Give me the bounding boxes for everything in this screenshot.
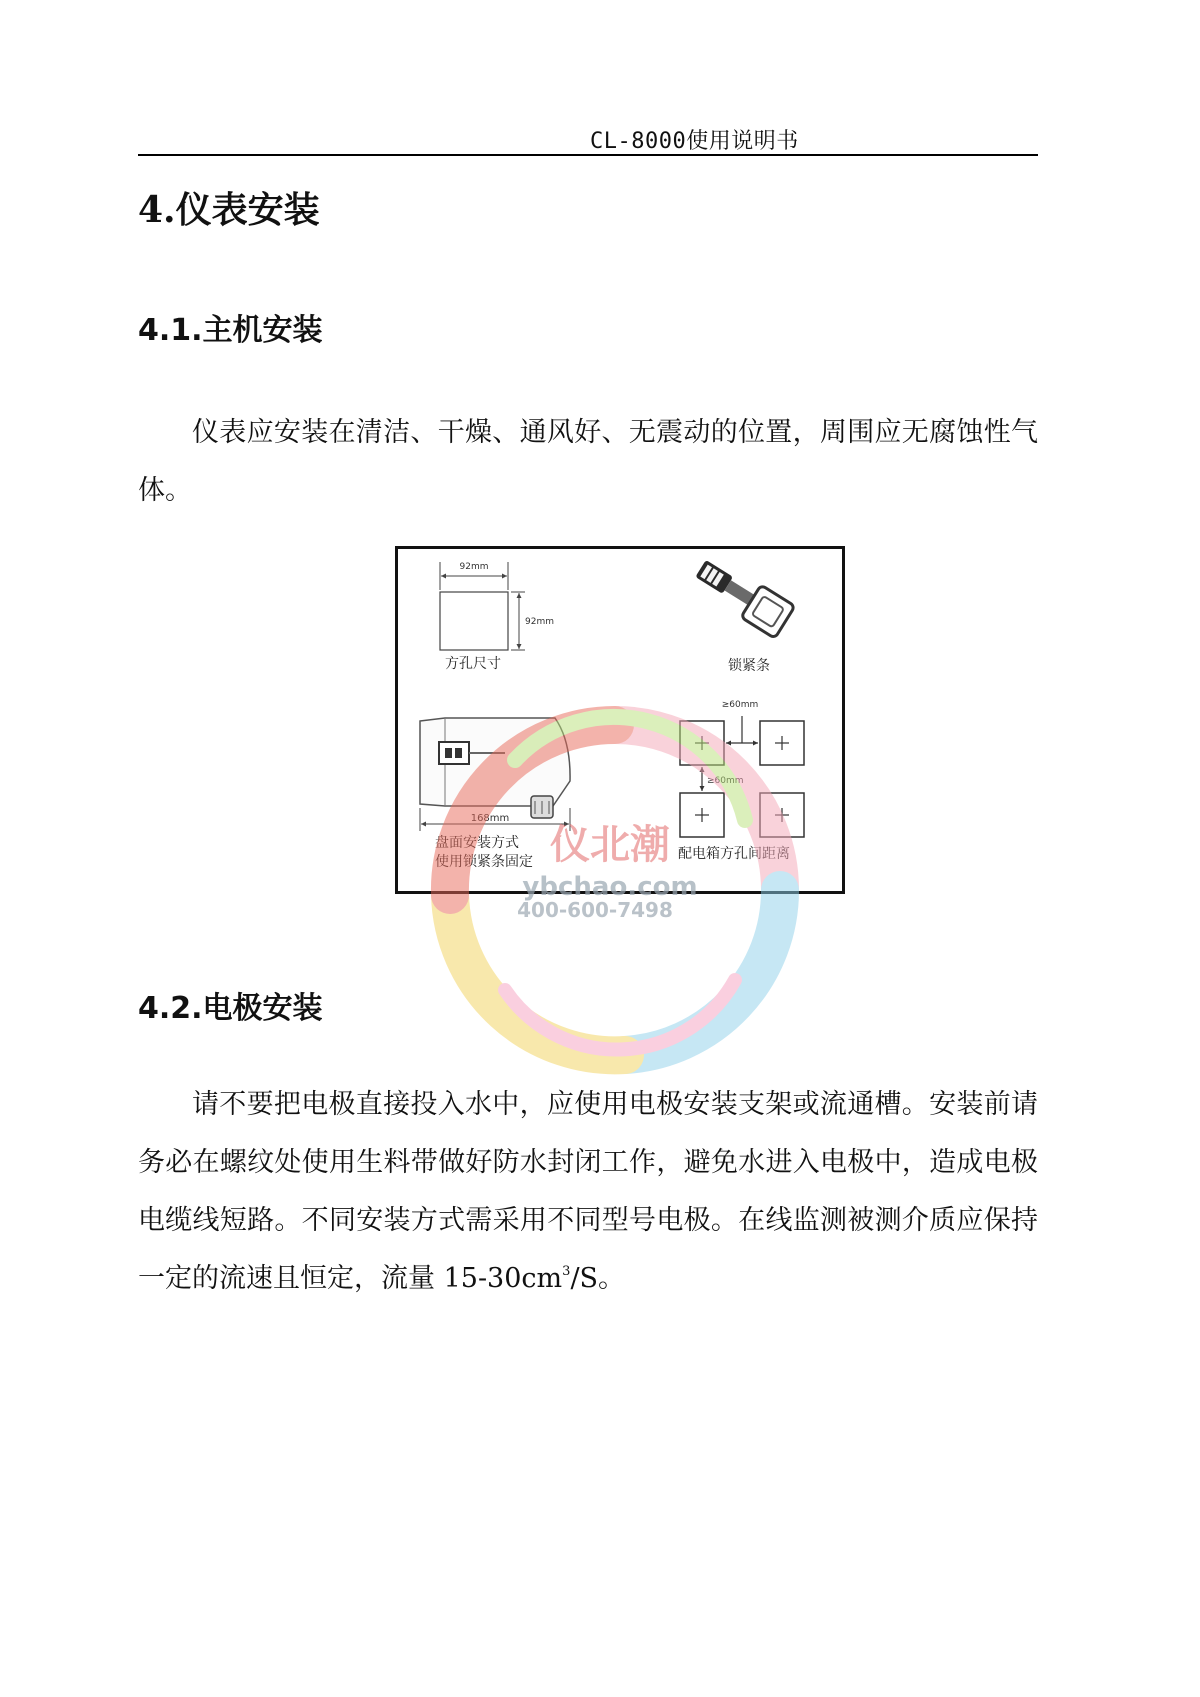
dim-height-label: 92mm bbox=[525, 617, 554, 627]
panel-mount-label-line2: 使用锁紧条固定 bbox=[435, 854, 533, 870]
paragraph-host-install: 仪表应安装在清洁、干燥、通风好、无震动的位置，周围应无腐蚀性气体。 bbox=[138, 417, 1038, 506]
panel-mount-label-line1: 盘面安装方式 bbox=[435, 835, 519, 851]
depth-label: 168mm bbox=[470, 813, 510, 824]
paragraph-electrode-install bbox=[138, 1076, 1038, 1308]
dim-width-label: 92mm bbox=[459, 562, 489, 572]
paragraph-electrode-main: 请不要把电极直接投入水中，应使用电极安装支架或流通槽。安装前请务必在螺纹处使用生料带做好防水封闭工作，避免水进入电极中，造成电极电缆线短路。不同安装方式需采用不同型号电极。在线监测被测介质应保持一定的流速且恒定，流量 15-30cm bbox=[138, 1089, 1038, 1294]
section-title: 4.仪表安装 bbox=[138, 189, 320, 231]
subsection-title-host-install: 4.1.主机安装 bbox=[138, 313, 323, 348]
watermark-site: ybchao.com bbox=[522, 872, 698, 902]
watermark-name: 仪北潮 bbox=[550, 822, 670, 868]
watermark bbox=[395, 680, 835, 1090]
hole-spacing-label: 配电箱方孔间距离 bbox=[678, 846, 790, 862]
lock-strip-label: 锁紧条 bbox=[728, 658, 770, 674]
header-rule bbox=[138, 154, 1038, 156]
document-header-title: CL-8000使用说明书 bbox=[590, 129, 799, 154]
watermark-phone: 400-600-7498 bbox=[517, 898, 673, 922]
paragraph-electrode-tail: /S。 bbox=[570, 1263, 626, 1294]
gap-vertical-label: ≥60mm bbox=[707, 776, 744, 786]
square-hole-label: 方孔尺寸 bbox=[445, 656, 501, 672]
subsection-title-electrode-install: 4.2.电极安装 bbox=[138, 991, 323, 1026]
cubic-superscript: 3 bbox=[562, 1264, 571, 1279]
gap-horizontal-label: ≥60mm bbox=[721, 700, 759, 710]
